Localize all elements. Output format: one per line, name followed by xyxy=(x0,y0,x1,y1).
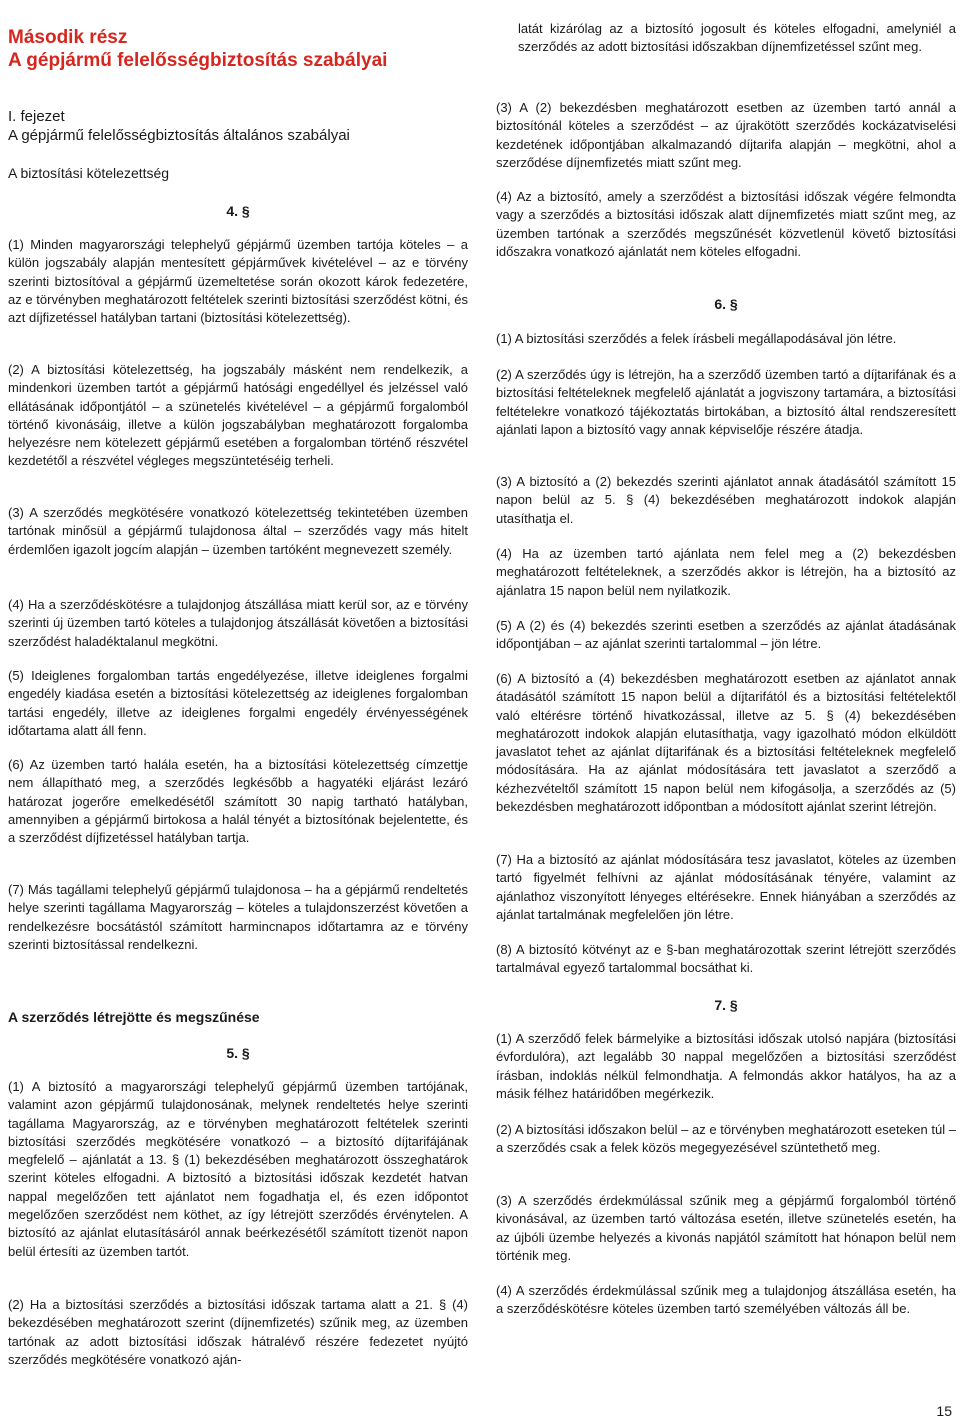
section-5-title: 5. § xyxy=(226,1045,250,1061)
part-title: Második rész xyxy=(8,27,128,48)
s4-paragraph-7: (7) Más tagállami telephelyű gépjármű tulajdonosa – ha a gépjármű rendeltetés helye szerinti tagállama Magyarország – köteles a tulajdonszerzést követően a rendelkezésre bocsátástól számított harmincnapos időtartamra az e törvény szerinti biztosítással rendelkezni. xyxy=(8,882,468,952)
s7-paragraph-2: (2) A biztosítási időszakon belül – az e törvényben meghatározott eseteken túl – a szerződés csak a felek közös megegyezésével szüntethető meg. xyxy=(496,1122,956,1156)
section-7-title: 7. § xyxy=(714,997,738,1013)
s5-paragraph-3: (3) A (2) bekezdésben meghatározott esetben az üzemben tartó annál a biztosítónál köteles a szerződést – az újrakötött szerződés kockázatviselési kezdetének időpontjában alkalmazandó díjtarifa alapján – megkötni, ahol a szerződése díjnemfizetés miatt szűnt meg. xyxy=(496,100,956,170)
s4-paragraph-3: (3) A szerződés megkötésére vonatkozó kötelezettség tekintetében üzemben tartónak minősül a gépjármű tulajdonosa által – szerződés vagy más hitelt érdemlően igazolt jogcím alapján – üzemben tartóként megnevezett személy. xyxy=(8,505,468,557)
s7-paragraph-1: (1) A szerződő felek bármelyike a biztosítási időszak utolsó napjára (biztosítási évfordulóra), azt legalább 30 nappal megelőzően a biztosítási szerződést írásban, indoklás nélkül felmondhatja. A felmondás akkor hatályos, ha az a másik félhez határidőben megérkezik. xyxy=(496,1031,956,1101)
s6-paragraph-2: (2) A szerződés úgy is létrejön, ha a szerződő üzemben tartó a díjtarifának és a biztosítási feltételeknek megfelelő ajánlatát a jogviszony tartamára, a biztosítási feltételekre vonatkozó tájékoztatás birtokában, a biztosító által rendszeresített ajánlati lapon a biztosító vagy annak képviselője részére átadja. xyxy=(496,367,956,437)
s7-paragraph-3: (3) A szerződés érdekmúlással szűnik meg a gépjármű forgalomból történő kivonásával, az üzemben tartó változása esetén, illetve szünetelés esetén, ha az újbóli üzembe helyezés a kivonás napjától számított hat hónapon belül nem történik meg. xyxy=(496,1193,956,1263)
s5-paragraph-4: (4) Az a biztosító, amely a szerződést a biztosítási időszak végére felmondta vagy a szerződés a biztosítási időszak alatt díjnemfizetés miatt szűnt meg, az üzemben tartónak a szerződés megszűnését közvetlenül követő biztosítási időszakra vonatkozó ajánlatát nem köteles elfogadni. xyxy=(496,189,956,259)
s7-paragraph-4: (4) A szerződés érdekmúlással szűnik meg a tulajdonjog átszállása esetén, ha a szerződéskötésre köteles üzemben tartó személyében változás áll be. xyxy=(496,1283,956,1317)
s6-paragraph-6: (6) A biztosító a (4) bekezdésben meghatározott esetben az ajánlatot annak átadásától számított 15 napon belül a díjtarifától és a biztosítási feltételektől való eltérésre történő hivatkozással, illetve az 5. § (4) bekezdésében meghatározott indokok alapján elutasíthatja, vagy igazolható módon elküldött javaslatot tehet az ajánlat díjtarifának és a biztosítási feltételeknek megfelelő módosítására. Ha az ajánlat módosítására tett javaslatot a szerződő a kézhezvételtől számított 15 napon belül nem kifogásolja, a szerződés az (5) bekezdésben meghatározott időpontban a módosított ajánlat szerint létrejön. xyxy=(496,671,956,815)
s6-paragraph-5: (5) A (2) és (4) bekezdés szerinti esetben a szerződés az ajánlat átadásának időpontjában – az ajánlat szerinti tartalommal – jön létre. xyxy=(496,618,956,652)
s4-paragraph-4: (4) Ha a szerződéskötésre a tulajdonjog átszállása miatt kerül sor, az e törvény szerinti új üzemben tartó köteles a tulajdonjog átszállását követően a biztosítási szerződést haladéktalanul megkötni. xyxy=(8,597,468,649)
s6-paragraph-4: (4) Ha az üzemben tartó ajánlata nem felel meg a (2) bekezdésben meghatározott feltételeknek, a szerződés akkor is létrejön, ha a biztosító az ajánlatra 15 napon belül nem nyilatkozik. xyxy=(496,546,956,598)
chapter-title: A gépjármű felelősségbiztosítás általános szabályai xyxy=(8,127,350,144)
s4-paragraph-5: (5) Ideiglenes forgalomban tartás engedélyezése, illetve ideiglenes forgalmi engedély kiadása esetén a biztosítási kötelezettség az ideiglenes forgalomban tartási engedély, illetve az ideiglenes forgalmi engedély érvényességének időtartama alatt áll fenn. xyxy=(8,668,468,738)
s6-paragraph-7: (7) Ha a biztosító az ajánlat módosítására tesz javaslatot, köteles az üzemben tartó figyelmét felhívni az ajánlat módosításának tényére, valamint az ajánlathoz viszonyított lényeges eltérésekre. Ennek hiányában a szerződés az ajánlat tartalmának megfelelően jön létre. xyxy=(496,852,956,922)
page-number: 15 xyxy=(936,1403,952,1419)
section-6-title: 6. § xyxy=(714,296,738,312)
s6-paragraph-3: (3) A biztosító a (2) bekezdés szerinti ajánlatot annak átadásától számított 15 napon belül az 5. § (4) bekezdésében meghatározott indokok alapján utasíthatja el. xyxy=(496,474,956,526)
heading-insurance-obligation: A biztosítási kötelezettség xyxy=(8,165,170,181)
s4-paragraph-2: (2) A biztosítási kötelezettség, ha jogszabály másként nem rendelkezik, a mindenkori üzemben tartót a gépjármű hatósági engedéllyel és jelzéssel való ellátásának időpontjától – a szünetelés kivételével – a gépjármű forgalomból történő kivonásáig, illetve a külön jogszabályban meghatározott forgalomba helyezésre nem kötelezett gépjármű esetében a forgalomban történő részvétel kezdetétől a részvétel végleges megszüntetéséig terheli. xyxy=(8,362,468,469)
s4-paragraph-1: (1) Minden magyarországi telephelyű gépjármű üzemben tartója köteles – a külön jogszabály alapján mentesített gépjárművek kivételével – az e törvény szerinti biztosítóval a gépjármű üzemeltetése során okozott károk fedezetére, az e törvényben meghatározott feltételek szerinti biztosítási szerződést kötni, és azt díjfizetéssel hatályban tartani (biztosítási kötelezettség). xyxy=(8,237,468,326)
part-subtitle: A gépjármű felelősségbiztosítás szabályai xyxy=(8,50,388,71)
s6-paragraph-8: (8) A biztosító kötvényt az e §-ban meghatározottak szerint létrejött szerződés tartalmával egyező tartalommal bocsáthat ki. xyxy=(496,942,956,976)
s5-paragraph-1: (1) A biztosító a magyarországi telephelyű gépjármű üzemben tartójának, valamint azon gépjármű tulajdonosának, melynek rendeltetés helye szerinti tagállama Magyarország, az e törvényben meghatározott feltételek szerinti biztosítási szerződés megkötésére vonatkozó – a biztosító díjtarifájának megfelelő – ajánlatát a 13. § (1) bekezdésében meghatározott összeghatárok szerint köteles elfogadni. A biztosító a biztosítási időszak kezdetét hatvan nappal megelőzően tett ajánlatot nem fogadhatja el, és ezen időpontot megelőzően szerződést nem köthet, az így létrejött szerződés érvénytelen. A biztosító az ajánlat elutasításáról annak beérkezésétől számított tizenöt napon belül értesíti az üzemben tartót. xyxy=(8,1079,468,1259)
s4-paragraph-6: (6) Az üzemben tartó halála esetén, ha a biztosítási kötelezettség címzettje nem állapítható meg, a szerződés legkésőbb a hagyatéki eljárást lezáró határozat jogerőre emelkedésétől számított 30 napig tartható hatályban, amennyiben a gépjármű birtokosa a halál tényét a biztosítónak bejelentette, és a szerződést díjfizetéssel hatályban tartja. xyxy=(8,757,468,846)
heading-contract-formation: A szerződés létrejötte és megszűnése xyxy=(8,1009,260,1025)
s6-paragraph-1: (1) A biztosítási szerződés a felek írásbeli megállapodásával jön létre. xyxy=(496,331,897,346)
chapter-number: I. fejezet xyxy=(8,108,65,125)
s5-paragraph-2-continued: latát kizárólag az a biztosító jogosult és köteles elfogadni, amelyniél a szerződés az adott biztosítási időszakban díjnemfizetéssel szűnt meg. xyxy=(518,21,956,55)
section-4-title: 4. § xyxy=(226,203,250,219)
s5-paragraph-2: (2) Ha a biztosítási szerződés a biztosítási időszak tartama alatt a 21. § (4) bekezdésében meghatározott szerint (díjnemfizetés) szűnik meg, az üzemben tartónak az adott biztosítási időszak hátralévő részére fedezetet nyújtó szerződés megkötésére vonatkozó aján- xyxy=(8,1297,468,1367)
